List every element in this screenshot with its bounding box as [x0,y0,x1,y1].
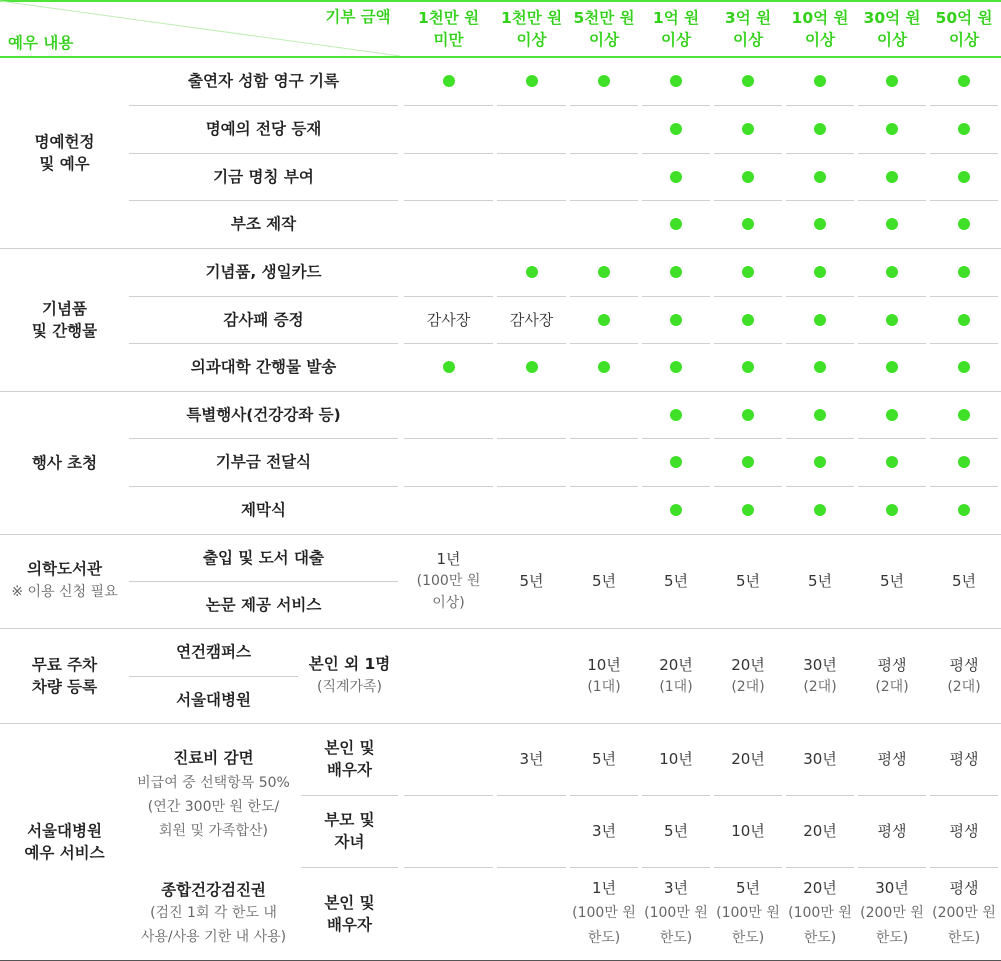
benefit-dot-r4-1 [526,266,538,278]
divider-line [858,296,926,297]
item-parking-target [301,628,398,723]
header-benefit-label: 예우 내용 [8,34,74,52]
med-discount-note: 비급여 중 선택항목 50% [137,775,290,791]
benefit-dot-r2-4 [742,171,754,183]
group-parking [0,628,129,723]
benefit-dot-r0-0 [443,75,455,87]
divider-line [642,438,710,439]
text-line: 50억 원 [935,9,993,27]
checkup-value-3 [638,867,714,960]
text-line: (100만 원 [572,905,636,921]
benefit-dot-r0-1 [526,75,538,87]
item-r3: 부조 제작 [230,215,297,233]
text-line: 1천만 원 [417,9,480,27]
text-line: 20년 [731,655,765,674]
divider-line [714,153,782,154]
library-value-1 [497,534,566,628]
text-line: 서울대병원 [27,821,102,840]
divider-line [930,343,998,344]
divider-line [642,200,710,201]
divider-line [714,200,782,201]
plaque-text-1: 감사장 [509,310,554,329]
library-value-4 [714,534,782,628]
benefit-dot-r7-3 [670,409,682,421]
med-family-value-4: 10년 [731,822,765,840]
library-value-6 [858,534,926,628]
med-family-value-3: 5년 [663,822,689,840]
checkup-value-2 [566,867,642,960]
divider-line [404,486,493,487]
text-line: (2대) [731,678,765,695]
parking-value-5 [786,628,854,723]
text-line: 5년 [879,572,905,590]
benefit-dot-r7-4 [742,409,754,421]
benefit-dot-r6-0 [443,361,455,373]
benefit-dot-r0-4 [742,75,754,87]
header-tier-0 [404,7,493,51]
item-checkup [129,867,298,960]
header-tier-5 [786,7,854,51]
text-line: 5년 [663,572,689,590]
divider-line [786,438,854,439]
med-family-value-2: 3년 [591,822,617,840]
library-value-3 [642,534,710,628]
benefit-dot-r2-6 [886,171,898,183]
library-value-2 [570,534,638,628]
item-library-paper: 논문 제공 서비스 [205,595,322,614]
benefit-dot-r6-4 [742,361,754,373]
benefit-dot-r5-2 [598,314,610,326]
text-line: (1대) [659,678,693,695]
parking-value-7 [930,628,998,723]
benefit-dot-r2-3 [670,171,682,183]
text-line: 무료 주차 [31,655,98,674]
text-line: 한도) [947,930,981,946]
text-line: (1대) [587,678,621,695]
text-line: 5년 [951,572,977,590]
text-line: (100만 원 [644,905,708,921]
group-honor [0,57,129,248]
divider-line [404,343,493,344]
benefit-dot-r5-4 [742,314,754,326]
divider-line [930,153,998,154]
item-r2: 기금 명칭 부여 [213,167,314,186]
text-line: 30년 [803,655,837,674]
library-value-7 [930,534,998,628]
item-r8: 기부금 전달식 [215,453,312,471]
text-line: 1천만 원 [500,9,563,27]
divider-line [642,486,710,487]
text-line: 5년 [807,572,833,590]
divider-line [642,296,710,297]
benefit-dot-r3-6 [886,218,898,230]
item-r4: 기념품, 생일카드 [205,263,322,281]
divider-line [714,486,782,487]
benefit-dot-r1-5 [814,123,826,135]
text-line: 이상 [733,31,763,49]
text-line: (2대) [803,678,837,695]
text-line: 20년 [803,879,837,897]
divider-line [642,105,710,106]
text-line: 5년 [591,572,617,590]
text-line: 30억 원 [863,9,921,27]
divider-line [497,795,566,796]
text-line: 및 예우 [39,154,90,173]
group-events: 행사 초청 [31,453,98,472]
benefit-dot-r9-7 [958,504,970,516]
med-family-value-6: 평생 [877,822,907,840]
header-tier-4 [714,7,782,51]
benefit-dot-r5-7 [958,314,970,326]
text-line: 및 간행물 [31,321,98,340]
text-line: 5천만 원 [573,9,635,27]
benefit-dot-r9-3 [670,504,682,516]
parking-value-3 [642,628,710,723]
divider-line [497,486,566,487]
group-library [0,534,129,628]
benefit-dot-r3-5 [814,218,826,230]
benefit-dot-r9-4 [742,504,754,516]
text-line: 부모 및 [324,811,375,829]
parking-value-2 [570,628,638,723]
text-line: 5년 [735,572,761,590]
checkup-value-6 [854,867,930,960]
benefit-dot-r5-6 [886,314,898,326]
header-amount-label: 기부 금액 [325,8,391,26]
text-line: 이상 [949,31,979,49]
text-line: 배우자 [327,761,372,779]
benefit-dot-r7-5 [814,409,826,421]
checkup-value-5 [782,867,858,960]
divider-line [570,296,638,297]
text-line: 이상 [661,31,691,49]
benefit-dot-r2-7 [958,171,970,183]
checkup-value-7 [926,867,1001,960]
item-med-family [301,795,398,867]
divider-line [858,153,926,154]
divider-line [404,438,493,439]
benefit-dot-r6-7 [958,361,970,373]
checkup-value-4 [710,867,786,960]
med-discount-note: 회원 및 가족합산) [158,823,269,839]
text-line: (직계가족) [316,678,383,695]
text-line: 이상 [805,31,835,49]
item-checkup-target [301,867,398,960]
text-line: 이상 [516,31,547,49]
item-r0: 출연자 성함 영구 기록 [188,72,339,90]
text-line: 5년 [735,879,761,897]
med-family-value-5: 20년 [803,822,837,840]
benefit-dot-r9-5 [814,504,826,516]
med-discount-title: 진료비 감면 [173,749,254,767]
parking-value-6 [858,628,926,723]
text-line: (2대) [875,678,909,695]
benefit-dot-r6-1 [526,361,538,373]
divider-line [930,438,998,439]
benefit-dot-r4-5 [814,266,826,278]
benefit-dot-r4-4 [742,266,754,278]
divider-line [570,105,638,106]
text-line: (100만 원 [716,905,780,921]
med-self-value-1: 3년 [519,750,544,768]
text-line: 한도) [875,930,909,946]
text-line: 한도) [803,930,837,946]
header-tier-2 [570,7,638,51]
med-self-value-3: 10년 [659,750,693,768]
header-tier-1 [497,7,566,51]
text-line: (100만 원 [416,573,481,589]
item-med-self [301,723,398,795]
med-family-value-7: 평생 [949,822,979,840]
divider-line [404,867,493,868]
divider-line [570,486,638,487]
text-line: 30년 [875,879,909,897]
med-self-value-6: 평생 [877,750,907,768]
benefit-dot-r8-5 [814,456,826,468]
text-line: 본인 외 1명 [308,654,391,673]
benefit-dot-r1-6 [886,123,898,135]
divider-line [497,105,566,106]
benefit-dot-r6-2 [598,361,610,373]
text-line: 한도) [587,930,621,946]
text-line: 평생 [949,879,979,897]
benefit-dot-r0-7 [958,75,970,87]
text-line: 평생 [949,655,979,674]
divider-line [714,105,782,106]
divider-line [497,438,566,439]
benefit-dot-r3-3 [670,218,682,230]
plaque-text-0: 감사장 [426,310,471,329]
benefit-dot-r8-6 [886,456,898,468]
benefit-dot-r0-3 [670,75,682,87]
text-line: (2대) [947,678,981,695]
benefit-dot-r4-3 [670,266,682,278]
benefit-dot-r6-5 [814,361,826,373]
benefit-dot-r4-6 [886,266,898,278]
med-self-value-2: 5년 [591,750,617,768]
med-self-value-5: 30년 [803,750,837,768]
divider-line [930,105,998,106]
divider-line [930,200,998,201]
library-value-5 [786,534,854,628]
header-tier-7 [930,7,998,51]
text-line: 본인 및 [324,739,375,757]
item-r5: 감사패 증정 [223,310,304,329]
divider-line [714,296,782,297]
divider-line [497,200,566,201]
item-r9: 제막식 [241,501,286,519]
divider-line [570,438,638,439]
benefit-dot-r8-3 [670,456,682,468]
text-line: 본인 및 [324,893,375,912]
divider-line [497,153,566,154]
text-line: 차량 등록 [31,677,98,696]
text-line: 이상 [877,31,907,49]
divider-line [642,343,710,344]
divider-line [714,343,782,344]
benefit-dot-r1-7 [958,123,970,135]
item-r7: 특별행사(건강강좌 등) [186,405,341,424]
benefit-dot-r2-5 [814,171,826,183]
text-line: 3억 원 [724,9,772,27]
text-line: 3년 [663,879,689,897]
text-line: 평생 [877,655,907,674]
benefit-dot-r5-3 [670,314,682,326]
benefit-dot-r5-5 [814,314,826,326]
divider-line [786,153,854,154]
text-line: 기념품 [42,299,87,318]
checkup-note: (검진 1회 각 한도 내 [150,904,277,921]
item-parking-campus: 연건캠퍼스 [176,643,251,661]
divider-line [404,105,493,106]
divider-line [786,296,854,297]
text-line: 의학도서관 [27,560,102,578]
text-line: 예우 서비스 [24,843,105,862]
text-line: 배우자 [327,915,372,934]
divider-line [786,200,854,201]
benefit-dot-r9-6 [886,504,898,516]
benefit-dot-r6-6 [886,361,898,373]
divider-line [642,153,710,154]
text-line: ※ 이용 신청 필요 [11,584,118,600]
benefit-dot-r0-5 [814,75,826,87]
text-line: 미만 [433,31,464,49]
group-gifts [0,248,129,391]
benefit-dot-r4-2 [598,266,610,278]
text-line: 한도) [731,930,765,946]
text-line: 이상 [589,31,619,49]
item-med-discount [129,723,298,867]
benefit-dot-r4-7 [958,266,970,278]
divider-line [858,343,926,344]
benefit-dot-r3-4 [742,218,754,230]
text-line: 10년 [587,655,621,674]
benefit-dot-r0-2 [598,75,610,87]
benefit-dot-r7-7 [958,409,970,421]
med-self-value-4: 20년 [731,750,765,768]
divider-line [858,200,926,201]
divider-line [786,343,854,344]
header-tier-6 [858,7,926,51]
text-line: 명예헌정 [34,132,95,151]
divider-line [404,153,493,154]
divider-line [858,105,926,106]
library-value-0 [404,534,493,628]
benefit-dot-r0-6 [886,75,898,87]
divider-line [858,438,926,439]
benefit-dot-r8-4 [742,456,754,468]
text-line: 1억 원 [652,9,700,27]
divider-line [404,795,493,796]
divider-line [497,343,566,344]
benefit-dot-r1-4 [742,123,754,135]
divider-line [858,486,926,487]
checkup-title: 종합건강검진권 [161,880,266,899]
benefit-dot-r6-3 [670,361,682,373]
benefit-dot-r3-7 [958,218,970,230]
divider-line [786,105,854,106]
parking-value-4 [714,628,782,723]
med-discount-note: (연간 300만 원 한도/ [147,799,280,815]
divider-line [930,486,998,487]
text-line: 1년 [591,879,617,897]
divider-line [404,200,493,201]
text-line: 1년 [436,550,461,568]
text-line: (200만 원 [932,905,996,921]
divider-line [570,200,638,201]
benefit-dot-r8-7 [958,456,970,468]
divider-line [786,486,854,487]
divider-line [497,867,566,868]
text-line: (100만 원 [788,905,852,921]
checkup-note: 사용/사용 기한 내 사용) [140,928,287,945]
text-line: (200만 원 [860,905,924,921]
text-line: 이상) [432,595,465,611]
text-line: 자녀 [334,833,365,851]
divider-line [930,296,998,297]
text-line: 한도) [659,930,693,946]
divider-line [570,153,638,154]
header-diagonal [0,0,400,56]
benefit-dot-r7-6 [886,409,898,421]
text-line: 5년 [519,572,544,590]
group-hospital [0,723,129,960]
item-r6: 의과대학 간행물 발송 [190,358,337,376]
item-parking-hospital: 서울대병원 [176,690,251,709]
item-r1: 명예의 전당 등재 [205,120,322,138]
med-self-value-7: 평생 [949,750,979,768]
divider-line [570,343,638,344]
item-library-access: 출입 및 도서 대출 [202,548,324,567]
header-tier-3 [642,7,710,51]
text-line: 10억 원 [791,9,849,27]
benefit-dot-r1-3 [670,123,682,135]
divider-line [714,438,782,439]
text-line: 20년 [659,655,693,674]
